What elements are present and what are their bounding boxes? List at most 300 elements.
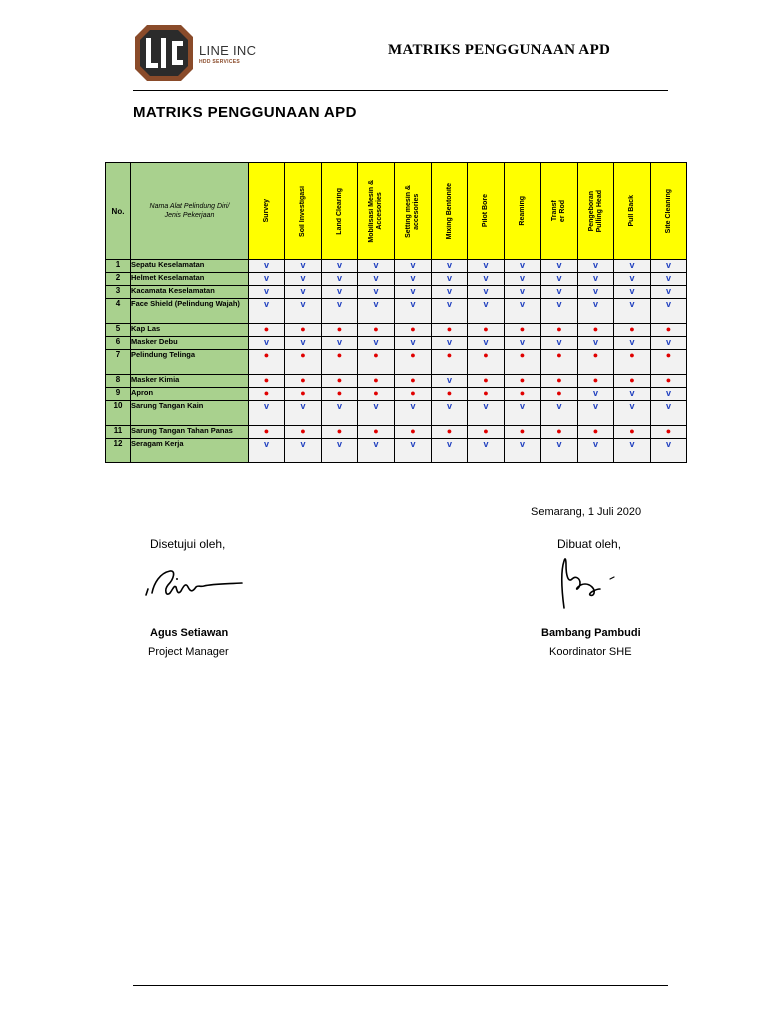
- required-check-icon: v: [300, 439, 306, 449]
- check-mark: [541, 286, 578, 299]
- check-mark: [432, 401, 468, 426]
- conditional-dot-icon: ●: [373, 375, 379, 385]
- header-divider: [133, 90, 668, 91]
- dot-mark: [614, 350, 651, 375]
- conditional-dot-icon: ●: [629, 324, 635, 334]
- required-check-icon: v: [665, 388, 671, 398]
- activity-header: [395, 163, 432, 260]
- dot-mark: [614, 375, 651, 388]
- conditional-dot-icon: ●: [519, 426, 526, 436]
- dot-mark: [395, 375, 432, 388]
- dot-mark: [432, 350, 468, 375]
- dot-mark: [285, 426, 322, 439]
- conditional-dot-icon: ●: [629, 375, 635, 385]
- table-row: [106, 260, 687, 273]
- check-mark: [358, 286, 395, 299]
- required-check-icon: v: [592, 273, 598, 283]
- required-check-icon: v: [446, 337, 452, 347]
- dot-mark: [541, 375, 578, 388]
- ppe-name: Sarung Tangan Tahan Panas: [131, 426, 249, 439]
- table-row: [106, 375, 687, 388]
- check-mark: [285, 337, 322, 350]
- check-mark: [249, 401, 285, 426]
- table-row: [106, 286, 687, 299]
- check-mark: [322, 286, 358, 299]
- activity-header-label: Transf er Rod: [551, 199, 566, 223]
- ppe-name: Kacamata Keselamatan: [131, 286, 249, 299]
- check-mark: [285, 286, 322, 299]
- conditional-dot-icon: ●: [373, 350, 379, 360]
- activity-header: [505, 163, 541, 260]
- check-mark: [395, 439, 432, 463]
- check-mark: [358, 260, 395, 273]
- company-logo: [133, 23, 195, 83]
- check-mark: [614, 260, 651, 273]
- conditional-dot-icon: ●: [519, 350, 526, 360]
- apd-matrix-table: [105, 162, 687, 463]
- check-mark: [395, 273, 432, 286]
- required-check-icon: v: [483, 260, 489, 270]
- document-title: MATRIKS PENGGUNAAN APD: [133, 104, 357, 121]
- row-number: 12: [106, 439, 131, 463]
- dot-mark: [651, 350, 687, 375]
- required-check-icon: v: [300, 260, 306, 270]
- required-check-icon: v: [665, 273, 671, 283]
- required-check-icon: v: [556, 439, 562, 449]
- conditional-dot-icon: ●: [665, 324, 672, 334]
- conditional-dot-icon: ●: [263, 324, 270, 334]
- dot-mark: [468, 388, 505, 401]
- dot-mark: [541, 426, 578, 439]
- required-check-icon: v: [410, 286, 416, 296]
- table-row: [106, 426, 687, 439]
- dot-mark: [578, 375, 614, 388]
- conditional-dot-icon: ●: [300, 324, 306, 334]
- check-mark: [322, 273, 358, 286]
- table-row: [106, 324, 687, 337]
- activity-header: [432, 163, 468, 260]
- column-header-no: No.: [106, 163, 131, 260]
- required-check-icon: v: [336, 299, 342, 309]
- conditional-dot-icon: ●: [336, 388, 343, 398]
- required-check-icon: v: [556, 286, 562, 296]
- row-number: 5: [106, 324, 131, 337]
- required-check-icon: v: [592, 401, 598, 411]
- check-mark: [578, 286, 614, 299]
- activity-header-label: Reaming: [518, 196, 526, 226]
- check-mark: [285, 439, 322, 463]
- required-check-icon: v: [629, 401, 635, 411]
- check-mark: [249, 337, 285, 350]
- required-check-icon: v: [410, 260, 416, 270]
- check-mark: [651, 299, 687, 324]
- dot-mark: [614, 324, 651, 337]
- required-check-icon: v: [300, 286, 306, 296]
- conditional-dot-icon: ●: [629, 350, 635, 360]
- dot-mark: [322, 375, 358, 388]
- conditional-dot-icon: ●: [336, 350, 343, 360]
- required-check-icon: v: [336, 260, 342, 270]
- check-mark: [541, 299, 578, 324]
- conditional-dot-icon: ●: [410, 350, 416, 360]
- required-check-icon: v: [300, 273, 306, 283]
- required-check-icon: v: [556, 260, 562, 270]
- check-mark: [541, 401, 578, 426]
- required-check-icon: v: [665, 286, 671, 296]
- required-check-icon: v: [665, 337, 671, 347]
- conditional-dot-icon: ●: [592, 375, 599, 385]
- conditional-dot-icon: ●: [592, 324, 599, 334]
- conditional-dot-icon: ●: [629, 426, 635, 436]
- activity-header-label: Land Clearing: [335, 187, 343, 235]
- logo-tagline: HDD SERVICES: [199, 59, 241, 65]
- conditional-dot-icon: ●: [483, 324, 489, 334]
- dot-mark: [322, 350, 358, 375]
- required-check-icon: v: [665, 439, 671, 449]
- dot-mark: [505, 350, 541, 375]
- ppe-name: Apron: [131, 388, 249, 401]
- required-check-icon: v: [483, 401, 489, 411]
- check-mark: [651, 337, 687, 350]
- check-mark: [651, 388, 687, 401]
- ppe-name: Sarung Tangan Kain: [131, 401, 249, 426]
- dot-mark: [358, 388, 395, 401]
- row-number: 7: [106, 350, 131, 375]
- required-check-icon: v: [665, 401, 671, 411]
- required-check-icon: v: [519, 439, 525, 449]
- required-check-icon: v: [263, 273, 269, 283]
- required-check-icon: v: [373, 260, 379, 270]
- conditional-dot-icon: ●: [446, 350, 453, 360]
- required-check-icon: v: [592, 299, 598, 309]
- required-check-icon: v: [592, 286, 598, 296]
- check-mark: [578, 401, 614, 426]
- required-check-icon: v: [446, 401, 452, 411]
- check-mark: [468, 337, 505, 350]
- dot-mark: [249, 350, 285, 375]
- required-check-icon: v: [483, 439, 489, 449]
- table-row: [106, 401, 687, 426]
- check-mark: [614, 401, 651, 426]
- required-check-icon: v: [263, 286, 269, 296]
- activity-header: [541, 163, 578, 260]
- conditional-dot-icon: ●: [483, 426, 489, 436]
- required-check-icon: v: [592, 260, 598, 270]
- required-check-icon: v: [629, 439, 635, 449]
- required-check-icon: v: [592, 337, 598, 347]
- required-check-icon: v: [629, 337, 635, 347]
- check-mark: [395, 260, 432, 273]
- dot-mark: [505, 388, 541, 401]
- activity-header-label: Pull Back: [628, 195, 635, 227]
- row-number: 11: [106, 426, 131, 439]
- check-mark: [651, 439, 687, 463]
- check-mark: [541, 260, 578, 273]
- activity-header: [651, 163, 687, 260]
- check-mark: [578, 260, 614, 273]
- check-mark: [395, 299, 432, 324]
- check-mark: [358, 273, 395, 286]
- check-mark: [358, 337, 395, 350]
- conditional-dot-icon: ●: [592, 426, 599, 436]
- table-header-row: [106, 163, 687, 260]
- dot-mark: [468, 426, 505, 439]
- conditional-dot-icon: ●: [263, 375, 270, 385]
- approver-role: Project Manager: [148, 646, 229, 658]
- conditional-dot-icon: ●: [410, 324, 416, 334]
- dot-mark: [395, 350, 432, 375]
- required-check-icon: v: [592, 388, 598, 398]
- required-check-icon: v: [373, 299, 379, 309]
- required-check-icon: v: [446, 439, 452, 449]
- check-mark: [578, 388, 614, 401]
- dot-mark: [358, 375, 395, 388]
- check-mark: [505, 286, 541, 299]
- conditional-dot-icon: ●: [556, 350, 562, 360]
- activity-header: [285, 163, 322, 260]
- check-mark: [358, 401, 395, 426]
- conditional-dot-icon: ●: [519, 324, 526, 334]
- conditional-dot-icon: ●: [263, 426, 270, 436]
- activity-header-label: Pengeboran Pulling Head: [587, 189, 603, 233]
- conditional-dot-icon: ●: [519, 375, 526, 385]
- required-check-icon: v: [410, 401, 416, 411]
- conditional-dot-icon: ●: [263, 388, 270, 398]
- ppe-name: Kap Las: [131, 324, 249, 337]
- check-mark: [468, 299, 505, 324]
- check-mark: [614, 299, 651, 324]
- conditional-dot-icon: ●: [373, 324, 379, 334]
- check-mark: [322, 337, 358, 350]
- dot-mark: [468, 324, 505, 337]
- place-date: Semarang, 1 Juli 2020: [531, 506, 642, 518]
- check-mark: [468, 260, 505, 273]
- logo-text-block: [199, 44, 256, 65]
- required-check-icon: v: [446, 299, 452, 309]
- row-number: 10: [106, 401, 131, 426]
- required-check-icon: v: [483, 273, 489, 283]
- dot-mark: [249, 375, 285, 388]
- conditional-dot-icon: ●: [556, 426, 562, 436]
- conditional-dot-icon: ●: [665, 375, 672, 385]
- required-check-icon: v: [519, 401, 525, 411]
- dot-mark: [541, 324, 578, 337]
- conditional-dot-icon: ●: [483, 388, 489, 398]
- check-mark: [651, 260, 687, 273]
- conditional-dot-icon: ●: [300, 350, 306, 360]
- check-mark: [285, 401, 322, 426]
- table-row: [106, 439, 687, 463]
- required-check-icon: v: [336, 337, 342, 347]
- activity-header-label: Mobilisasi Mesin & Accesories: [368, 179, 383, 243]
- dot-mark: [285, 375, 322, 388]
- table-row: [106, 299, 687, 324]
- required-check-icon: v: [629, 260, 635, 270]
- conditional-dot-icon: ●: [446, 324, 453, 334]
- row-number: 6: [106, 337, 131, 350]
- check-mark: [614, 337, 651, 350]
- conditional-dot-icon: ●: [263, 350, 270, 360]
- check-mark: [468, 401, 505, 426]
- activity-header: [322, 163, 358, 260]
- dot-mark: [285, 388, 322, 401]
- required-check-icon: v: [300, 401, 306, 411]
- dot-mark: [395, 388, 432, 401]
- column-header-name-label: Nama Alat Pelindung Diri/ Jenis Pekerjaan: [149, 203, 230, 219]
- check-mark: [322, 260, 358, 273]
- dot-mark: [505, 426, 541, 439]
- required-check-icon: v: [556, 273, 562, 283]
- activity-header: [614, 163, 651, 260]
- required-check-icon: v: [263, 401, 269, 411]
- conditional-dot-icon: ●: [592, 350, 599, 360]
- conditional-dot-icon: ●: [665, 426, 672, 436]
- check-mark: [249, 439, 285, 463]
- check-mark: [249, 273, 285, 286]
- check-mark: [395, 401, 432, 426]
- check-mark: [578, 299, 614, 324]
- dot-mark: [249, 324, 285, 337]
- required-check-icon: v: [336, 401, 342, 411]
- check-mark: [505, 401, 541, 426]
- check-mark: [358, 299, 395, 324]
- ppe-name: Helmet Keselamatan: [131, 273, 249, 286]
- required-check-icon: v: [373, 401, 379, 411]
- dot-mark: [578, 324, 614, 337]
- required-check-icon: v: [446, 260, 452, 270]
- dot-mark: [249, 388, 285, 401]
- dot-mark: [651, 324, 687, 337]
- check-mark: [285, 273, 322, 286]
- check-mark: [432, 439, 468, 463]
- required-check-icon: v: [263, 299, 269, 309]
- conditional-dot-icon: ●: [410, 375, 416, 385]
- required-check-icon: v: [519, 286, 525, 296]
- activity-header: [249, 163, 285, 260]
- required-check-icon: v: [519, 273, 525, 283]
- conditional-dot-icon: ●: [519, 388, 526, 398]
- check-mark: [614, 439, 651, 463]
- required-check-icon: v: [373, 439, 379, 449]
- required-check-icon: v: [446, 273, 452, 283]
- check-mark: [249, 260, 285, 273]
- row-number: 3: [106, 286, 131, 299]
- dot-mark: [651, 375, 687, 388]
- check-mark: [432, 286, 468, 299]
- required-check-icon: v: [263, 260, 269, 270]
- check-mark: [578, 273, 614, 286]
- check-mark: [468, 273, 505, 286]
- required-check-icon: v: [556, 337, 562, 347]
- conditional-dot-icon: ●: [410, 388, 416, 398]
- table-row: [106, 350, 687, 375]
- required-check-icon: v: [629, 286, 635, 296]
- dot-mark: [285, 350, 322, 375]
- check-mark: [505, 337, 541, 350]
- required-check-icon: v: [373, 286, 379, 296]
- maker-role: Koordinator SHE: [549, 646, 632, 658]
- maker-signature: [554, 553, 619, 613]
- check-mark: [358, 439, 395, 463]
- ppe-name: Sepatu Keselamatan: [131, 260, 249, 273]
- required-check-icon: v: [665, 260, 671, 270]
- conditional-dot-icon: ●: [446, 426, 453, 436]
- required-check-icon: v: [410, 439, 416, 449]
- activity-header-label: Mixing Bentonite: [445, 182, 453, 240]
- conditional-dot-icon: ●: [665, 350, 672, 360]
- check-mark: [614, 388, 651, 401]
- required-check-icon: v: [263, 337, 269, 347]
- dot-mark: [395, 426, 432, 439]
- required-check-icon: v: [483, 286, 489, 296]
- dot-mark: [432, 388, 468, 401]
- check-mark: [432, 337, 468, 350]
- dot-mark: [358, 426, 395, 439]
- check-mark: [651, 401, 687, 426]
- check-mark: [468, 286, 505, 299]
- required-check-icon: v: [519, 299, 525, 309]
- check-mark: [505, 299, 541, 324]
- required-check-icon: v: [410, 299, 416, 309]
- required-check-icon: v: [519, 337, 525, 347]
- check-mark: [578, 439, 614, 463]
- dot-mark: [468, 375, 505, 388]
- check-mark: [322, 439, 358, 463]
- dot-mark: [432, 426, 468, 439]
- check-mark: [541, 439, 578, 463]
- required-check-icon: v: [629, 299, 635, 309]
- dot-mark: [578, 426, 614, 439]
- dot-mark: [541, 350, 578, 375]
- activity-header: [468, 163, 505, 260]
- conditional-dot-icon: ●: [300, 388, 306, 398]
- dot-mark: [651, 426, 687, 439]
- row-number: 2: [106, 273, 131, 286]
- dot-mark: [395, 324, 432, 337]
- table-row: [106, 388, 687, 401]
- check-mark: [651, 273, 687, 286]
- maker-name: Bambang Pambudi: [541, 627, 641, 639]
- footer-divider: [133, 985, 668, 986]
- approver-signature: [140, 563, 245, 608]
- check-mark: [322, 401, 358, 426]
- check-mark: [505, 260, 541, 273]
- activity-header-label: Site Cleaning: [664, 188, 672, 234]
- required-check-icon: v: [373, 337, 379, 347]
- conditional-dot-icon: ●: [483, 350, 489, 360]
- dot-mark: [578, 350, 614, 375]
- required-check-icon: v: [336, 273, 342, 283]
- required-check-icon: v: [592, 439, 598, 449]
- check-mark: [249, 299, 285, 324]
- activity-header: [358, 163, 395, 260]
- ppe-name: Masker Debu: [131, 337, 249, 350]
- conditional-dot-icon: ●: [336, 324, 343, 334]
- required-check-icon: v: [665, 299, 671, 309]
- dot-mark: [505, 375, 541, 388]
- conditional-dot-icon: ●: [410, 426, 416, 436]
- header-title: MATRIKS PENGGUNAAN APD: [388, 42, 611, 58]
- check-mark: [505, 439, 541, 463]
- activity-header: [578, 163, 614, 260]
- conditional-dot-icon: ●: [373, 426, 379, 436]
- dot-mark: [322, 426, 358, 439]
- check-mark: [249, 286, 285, 299]
- check-mark: [651, 286, 687, 299]
- dot-mark: [249, 426, 285, 439]
- check-mark: [541, 273, 578, 286]
- activity-header-label: Pilot Bore: [482, 194, 489, 228]
